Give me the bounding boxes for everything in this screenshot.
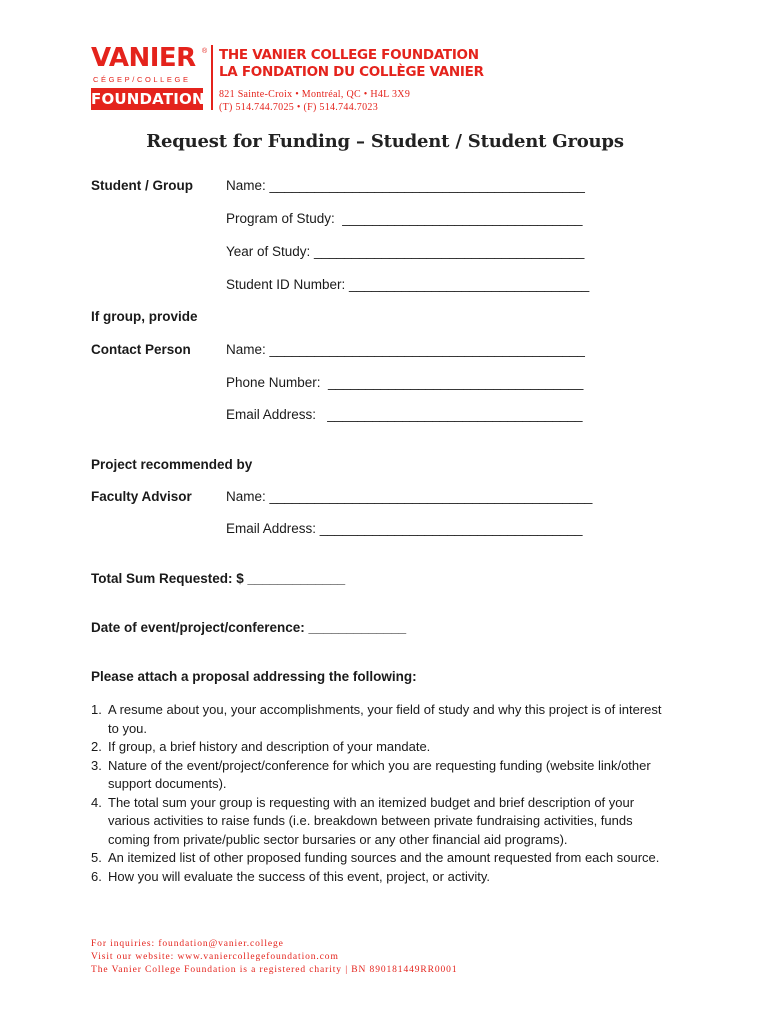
list-item-number: 1. bbox=[91, 702, 102, 717]
contact-name-field[interactable]: Name: __________________________________________ bbox=[226, 342, 585, 357]
list-item bbox=[91, 794, 671, 850]
page-title: Request for Funding – Student / Student Groups bbox=[146, 131, 624, 152]
if-group-label: If group, provide bbox=[91, 309, 198, 324]
logo-subtitle: CÉGEP/COLLEGE bbox=[93, 75, 191, 84]
list-item bbox=[91, 849, 671, 868]
footer-charity: The Vanier College Foundation is a registered charity | BN 890181449RR0001 bbox=[91, 965, 458, 975]
logo-divider bbox=[211, 45, 213, 110]
list-item bbox=[91, 868, 671, 887]
org-name-french: LA FONDATION DU COLLÈGE VANIER bbox=[219, 64, 484, 80]
student-group-label: Student / Group bbox=[91, 178, 193, 193]
list-item-number: 4. bbox=[91, 794, 102, 810]
list-item-number: 2. bbox=[91, 739, 102, 754]
list-item-number: 3. bbox=[91, 757, 102, 773]
project-recommended-label: Project recommended by bbox=[91, 457, 253, 472]
advisor-email-field[interactable]: Email Address: ___________________________________ bbox=[226, 521, 583, 536]
org-address: 821 Sainte-Croix • Montréal, QC • H4L 3X9 bbox=[219, 89, 411, 100]
list-item-text: A resume about you, your accomplishments, your field of study and why this project is of interest to you. bbox=[108, 702, 662, 736]
contact-person-label: Contact Person bbox=[91, 342, 191, 357]
student-id-field[interactable]: Student ID Number: ________________________________ bbox=[226, 277, 590, 292]
list-item-number: 6. bbox=[91, 868, 102, 884]
list-item-text: If group, a brief history and description of your mandate. bbox=[108, 739, 431, 754]
requirements-list bbox=[91, 701, 671, 886]
student-name-field[interactable]: Name: __________________________________________ bbox=[226, 178, 585, 193]
org-name-english: THE VANIER COLLEGE FOUNDATION bbox=[219, 47, 479, 63]
attach-heading: Please attach a proposal addressing the following: bbox=[91, 669, 417, 684]
list-item-text: An itemized list of other proposed funding sources and the amount requested from each source. bbox=[108, 850, 660, 865]
total-sum-field[interactable]: Total Sum Requested: $ _____________ bbox=[91, 571, 346, 586]
year-of-study-field[interactable]: Year of Study: ____________________________________ bbox=[226, 244, 585, 259]
program-of-study-field[interactable]: Program of Study: ________________________________ bbox=[226, 211, 583, 226]
list-item bbox=[91, 757, 671, 794]
list-item-text: How you will evaluate the success of this event, project, or activity. bbox=[108, 868, 490, 884]
list-item-number: 5. bbox=[91, 850, 102, 865]
contact-email-field[interactable]: Email Address: __________________________________ bbox=[226, 407, 583, 422]
list-item-text: The total sum your group is requesting with an itemized budget and brief description of your various activities to raise funds (i.e. breakdown between private fundraising activities, funds coming from private/public sector bursaries or any other financial aid programs). bbox=[108, 794, 635, 847]
faculty-advisor-label: Faculty Advisor bbox=[91, 489, 192, 504]
list-item bbox=[91, 738, 671, 757]
logo-wordmark: VANIER bbox=[91, 43, 196, 73]
footer-website: Visit our website: www.vaniercollegefoundation.com bbox=[91, 952, 339, 962]
list-item-text: Nature of the event/project/conference for which you are requesting funding (website link/other support documents). bbox=[108, 757, 651, 791]
event-date-field[interactable]: Date of event/project/conference: _____________ bbox=[91, 620, 407, 635]
org-phones: (T) 514.744.7025 • (F) 514.744.7023 bbox=[219, 102, 378, 113]
logo-foundation-box: FOUNDATION bbox=[91, 90, 205, 108]
advisor-name-field[interactable]: Name: ___________________________________________ bbox=[226, 489, 593, 504]
list-item bbox=[91, 701, 671, 738]
footer-inquiries: For inquiries: foundation@vanier.college bbox=[91, 939, 284, 949]
contact-phone-field[interactable]: Phone Number: __________________________________ bbox=[226, 375, 584, 390]
logo-registered-mark: ® bbox=[202, 48, 208, 55]
